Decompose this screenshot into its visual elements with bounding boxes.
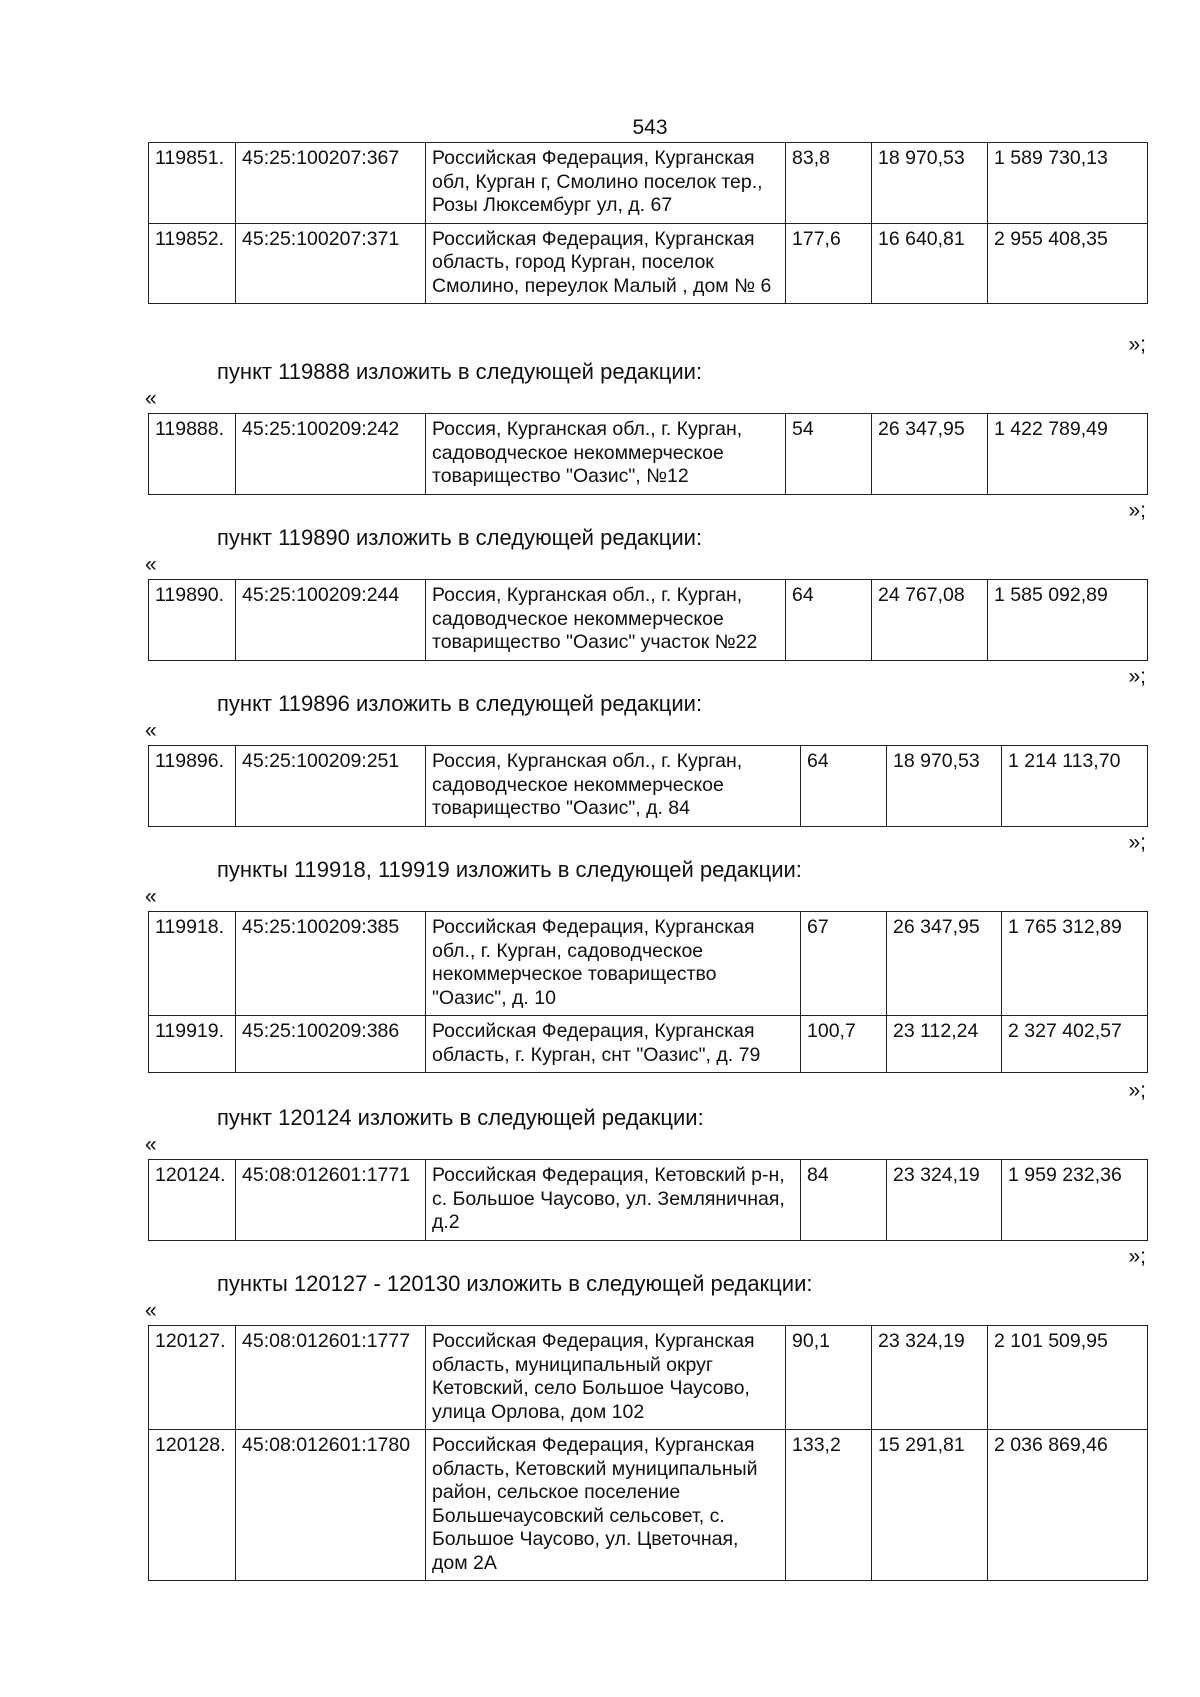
cadastral-number: 45:25:100207:367 xyxy=(236,143,426,224)
address: Российская Федерация, Курганская обл., г. Курган, садоводческое некоммерческое товарищество "Оазис", д. 10 xyxy=(426,912,801,1016)
property-table xyxy=(148,911,1148,1073)
table-row xyxy=(149,414,1148,495)
rate: 23 112,24 xyxy=(887,1016,1002,1073)
rate: 15 291,81 xyxy=(872,1430,988,1581)
cadastral-value: 2 327 402,57 xyxy=(1002,1016,1148,1073)
item-number: 120127. xyxy=(149,1326,236,1430)
cadastral-number: 45:08:012601:1771 xyxy=(236,1160,426,1241)
area: 64 xyxy=(801,746,887,827)
area: 64 xyxy=(786,580,872,661)
amendment-instruction: пункт 120124 изложить в следующей редакции: xyxy=(217,1105,704,1130)
table-row xyxy=(149,912,1148,1016)
close-quote: »; xyxy=(1128,665,1146,688)
cadastral-value: 1 422 789,49 xyxy=(988,414,1148,495)
table-row xyxy=(149,580,1148,661)
item-number: 119919. xyxy=(149,1016,236,1073)
area: 133,2 xyxy=(786,1430,872,1581)
address: Российская Федерация, Курганская область, город Курган, поселок Смолино, переулок Малый , дом № 6 xyxy=(426,223,786,304)
address: Россия, Курганская обл., г. Курган, садоводческое некоммерческое товарищество "Оазис" участок №22 xyxy=(426,580,786,661)
cadastral-value: 1 589 730,13 xyxy=(988,143,1148,224)
cadastral-number: 45:08:012601:1777 xyxy=(236,1326,426,1430)
rate: 26 347,95 xyxy=(872,414,988,495)
cadastral-number: 45:25:100209:242 xyxy=(236,414,426,495)
open-quote: « xyxy=(145,387,157,410)
cadastral-number: 45:25:100209:386 xyxy=(236,1016,426,1073)
item-number: 119918. xyxy=(149,912,236,1016)
close-quote: »; xyxy=(1128,499,1146,522)
area: 177,6 xyxy=(786,223,872,304)
table-row xyxy=(149,1430,1148,1581)
property-table xyxy=(148,579,1148,661)
open-quote: « xyxy=(145,1299,157,1322)
property-table xyxy=(148,745,1148,827)
open-quote: « xyxy=(145,885,157,908)
property-table xyxy=(148,142,1148,304)
area: 84 xyxy=(801,1160,887,1241)
open-quote: « xyxy=(145,553,157,576)
table-row xyxy=(149,1016,1148,1073)
rate: 23 324,19 xyxy=(887,1160,1002,1241)
amendment-instruction: пункты 119918, 119919 изложить в следующей редакции: xyxy=(217,857,802,882)
amendment-instruction: пункты 120127 - 120130 изложить в следующей редакции: xyxy=(217,1271,813,1296)
area: 83,8 xyxy=(786,143,872,224)
cadastral-number: 45:25:100209:244 xyxy=(236,580,426,661)
item-number: 120128. xyxy=(149,1430,236,1581)
rate: 18 970,53 xyxy=(887,746,1002,827)
page-number: 543 xyxy=(632,116,668,139)
address: Российская Федерация, Курганская область, муниципальный округ Кетовский, село Большое Чаусово, улица Орлова, дом 102 xyxy=(426,1326,786,1430)
address: Российская Федерация, Курганская область, г. Курган, снт "Оазис", д. 79 xyxy=(426,1016,801,1073)
cadastral-value: 1 959 232,36 xyxy=(1002,1160,1148,1241)
close-quote: »; xyxy=(1128,1079,1146,1102)
cadastral-number: 45:08:012601:1780 xyxy=(236,1430,426,1581)
area: 100,7 xyxy=(801,1016,887,1073)
property-table xyxy=(148,1325,1148,1581)
item-number: 119896. xyxy=(149,746,236,827)
address: Российская Федерация, Курганская область, Кетовский муниципальный район, сельское поселение Большечаусовский сельсовет, с. Большое Чаусово, ул. Цветочная, дом 2А xyxy=(426,1430,786,1581)
property-table xyxy=(148,1159,1148,1241)
amendment-instruction: пункт 119890 изложить в следующей редакции: xyxy=(217,525,703,550)
area: 67 xyxy=(801,912,887,1016)
cadastral-value: 2 101 509,95 xyxy=(988,1326,1148,1430)
area: 54 xyxy=(786,414,872,495)
item-number: 120124. xyxy=(149,1160,236,1241)
property-table xyxy=(148,413,1148,495)
table-row xyxy=(149,1326,1148,1430)
amendment-instruction: пункт 119888 изложить в следующей редакции: xyxy=(217,359,703,384)
open-quote: « xyxy=(145,719,157,742)
address: Российская Федерация, Курганская обл, Курган г, Смолино поселок тер., Розы Люксембург ул, д. 67 xyxy=(426,143,786,224)
table-row xyxy=(149,746,1148,827)
cadastral-number: 45:25:100209:251 xyxy=(236,746,426,827)
area: 90,1 xyxy=(786,1326,872,1430)
address: Российская Федерация, Кетовский р-н, с. Большое Чаусово, ул. Земляничная, д.2 xyxy=(426,1160,801,1241)
item-number: 119852. xyxy=(149,223,236,304)
table-row xyxy=(149,223,1148,304)
cadastral-number: 45:25:100209:385 xyxy=(236,912,426,1016)
address: Россия, Курганская обл., г. Курган, садоводческое некоммерческое товарищество "Оазис", д. 84 xyxy=(426,746,801,827)
address: Россия, Курганская обл., г. Курган, садоводческое некоммерческое товарищество "Оазис", №12 xyxy=(426,414,786,495)
item-number: 119888. xyxy=(149,414,236,495)
table-row xyxy=(149,143,1148,224)
open-quote: « xyxy=(145,1133,157,1156)
item-number: 119851. xyxy=(149,143,236,224)
cadastral-value: 1 214 113,70 xyxy=(1002,746,1148,827)
cadastral-number: 45:25:100207:371 xyxy=(236,223,426,304)
cadastral-value: 2 036 869,46 xyxy=(988,1430,1148,1581)
close-quote: »; xyxy=(1128,333,1146,356)
item-number: 119890. xyxy=(149,580,236,661)
rate: 23 324,19 xyxy=(872,1326,988,1430)
rate: 24 767,08 xyxy=(872,580,988,661)
close-quote: »; xyxy=(1128,831,1146,854)
rate: 18 970,53 xyxy=(872,143,988,224)
cadastral-value: 1 765 312,89 xyxy=(1002,912,1148,1016)
cadastral-value: 2 955 408,35 xyxy=(988,223,1148,304)
close-quote: »; xyxy=(1128,1245,1146,1268)
amendment-instruction: пункт 119896 изложить в следующей редакции: xyxy=(217,691,703,716)
rate: 16 640,81 xyxy=(872,223,988,304)
table-row xyxy=(149,1160,1148,1241)
rate: 26 347,95 xyxy=(887,912,1002,1016)
cadastral-value: 1 585 092,89 xyxy=(988,580,1148,661)
